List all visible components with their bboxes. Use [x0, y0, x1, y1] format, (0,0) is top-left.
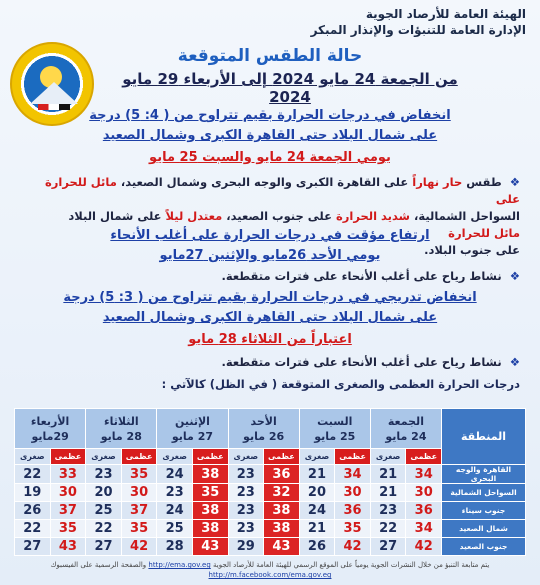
s2-headline: ارتفاع مؤقت في درجات الحرارة على أغلب الأنحاء — [110, 228, 430, 243]
max-temp: 35 — [192, 484, 228, 502]
s3-days: اعتباراً من الثلاثاء 28 مايو — [188, 332, 352, 347]
max-temp: 35 — [121, 465, 157, 484]
min-temp: 27 — [370, 538, 406, 556]
day-header — [299, 409, 370, 449]
day-name: الثلاثاء — [103, 414, 139, 428]
bullet-icon: ❖ — [509, 355, 520, 369]
min-temp: 22 — [86, 520, 122, 538]
region-name: جنوب سيناء — [442, 502, 526, 520]
min-temp: 26 — [299, 538, 335, 556]
min-temp: 23 — [370, 502, 406, 520]
min-temp: 22 — [15, 520, 51, 538]
org-line2: الإدارة العامة للتنبؤات والإنذار المبكر — [310, 23, 526, 37]
max-label: عظمى — [406, 449, 442, 465]
min-label: صغرى — [228, 449, 264, 465]
s2-bullet: ❖ نشاط رياح على أغلب الأنحاء على فترات متقطعة. — [221, 269, 520, 283]
day-date: 27 مايو — [171, 429, 214, 443]
max-temp: 42 — [406, 538, 442, 556]
day-header — [15, 409, 86, 449]
day-date: 26 مايو — [243, 429, 285, 443]
max-temp: 30 — [335, 484, 371, 502]
min-temp: 22 — [370, 520, 406, 538]
s3-bullet: ❖ نشاط رياح على أغلب الأنحاء على فترات متقطعة. — [221, 355, 520, 369]
s1-bullet: ❖ طقس حار نهاراً على القاهرة الكبرى والوجه البحرى وشمال الصعيد، مائل للحرارة على السواحل الشمالية، شديد الحرارة على جنوب الصعيد، معتدل ليلاً على شمال البلاد مائل للحرارة على جنوب البلاد. — [44, 175, 520, 257]
table-row — [15, 502, 526, 520]
org-header — [311, 6, 526, 38]
day-header — [370, 409, 441, 449]
region-name: القاهرة والوجه البحرى — [442, 465, 526, 484]
max-temp: 43 — [50, 538, 86, 556]
day-name: الجمعة — [387, 414, 424, 428]
s1-headline: انخفاض في درجات الحرارة بقيم تتراوح من ( 4: 5) درجة — [89, 108, 451, 123]
max-temp: 38 — [192, 520, 228, 538]
max-temp: 37 — [50, 502, 86, 520]
max-temp: 38 — [264, 502, 300, 520]
max-temp: 38 — [264, 520, 300, 538]
region-name: شمال الصعيد — [442, 520, 526, 538]
min-label: صغرى — [370, 449, 406, 465]
day-date: 25 مايو — [314, 429, 356, 443]
min-temp: 21 — [370, 465, 406, 484]
min-label: صغرى — [15, 449, 51, 465]
min-temp: 27 — [15, 538, 51, 556]
max-temp: 30 — [406, 484, 442, 502]
s3-headline: انخفاض تدريجي في درجات الحرارة بقيم تتراوح من ( 3: 5) درجة — [63, 290, 477, 305]
day-name: السبت — [317, 414, 353, 428]
min-temp: 20 — [86, 484, 122, 502]
max-temp: 33 — [50, 465, 86, 484]
max-temp: 34 — [406, 465, 442, 484]
max-temp: 43 — [264, 538, 300, 556]
day-name: الأربعاء — [30, 414, 70, 428]
max-temp: 36 — [335, 502, 371, 520]
day-date: 29مايو — [31, 429, 69, 443]
day-header — [86, 409, 157, 449]
min-label: صغرى — [86, 449, 122, 465]
day-date: 28 مايو — [100, 429, 142, 443]
max-temp: 42 — [335, 538, 371, 556]
max-temp: 37 — [121, 502, 157, 520]
max-label: عظمى — [121, 449, 157, 465]
s1-days: يومي الجمعة 24 مايو والسبت 25 مايو — [149, 150, 391, 165]
min-temp: 23 — [228, 502, 264, 520]
min-label: صغرى — [157, 449, 193, 465]
region-header: المنطقة — [442, 409, 526, 465]
table-row — [15, 520, 526, 538]
min-temp: 23 — [86, 465, 122, 484]
max-temp: 35 — [335, 520, 371, 538]
website-link[interactable]: http://ema.gov.eg — [148, 561, 211, 569]
min-temp: 23 — [157, 484, 193, 502]
min-label: صغرى — [299, 449, 335, 465]
bullet-icon: ❖ — [509, 175, 520, 189]
max-temp: 38 — [192, 465, 228, 484]
max-label: عظمى — [335, 449, 371, 465]
max-label: عظمى — [192, 449, 228, 465]
max-label: عظمى — [264, 449, 300, 465]
max-temp: 32 — [264, 484, 300, 502]
max-temp: 34 — [335, 465, 371, 484]
s3-headline-2: على شمال البلاد حتى القاهرة الكبرى وشمال الصعيد — [102, 310, 438, 325]
max-temp: 30 — [50, 484, 86, 502]
max-label: عظمى — [50, 449, 86, 465]
max-temp: 42 — [121, 538, 157, 556]
min-temp: 26 — [15, 502, 51, 520]
max-temp: 36 — [264, 465, 300, 484]
table-intro: درجات الحرارة العظمى والصغرى المتوقعة ( في الظل) كالآتي : — [161, 377, 520, 391]
day-header — [157, 409, 228, 449]
min-temp: 20 — [299, 484, 335, 502]
min-temp: 27 — [86, 538, 122, 556]
region-name: السواحل الشمالية — [442, 484, 526, 502]
max-temp: 34 — [406, 520, 442, 538]
min-temp: 24 — [157, 502, 193, 520]
min-temp: 24 — [157, 465, 193, 484]
min-temp: 21 — [299, 520, 335, 538]
org-line1: الهيئة العامة للأرصاد الجوية — [365, 7, 526, 21]
max-temp: 36 — [406, 502, 442, 520]
min-temp: 28 — [157, 538, 193, 556]
min-temp: 23 — [228, 484, 264, 502]
facebook-link[interactable]: http://m.facebook.com/ema.gov.eg — [208, 571, 332, 579]
max-temp: 35 — [121, 520, 157, 538]
min-temp: 25 — [86, 502, 122, 520]
temperature-table — [14, 408, 526, 556]
s2-days: يومي الأحد 26مايو والإثنين 27مايو — [159, 248, 381, 263]
min-temp: 23 — [228, 465, 264, 484]
min-temp: 29 — [228, 538, 264, 556]
date-range: من الجمعة 24 مايو 2024 إلى الأربعاء 29 مايو 2024 — [122, 70, 458, 106]
min-temp: 23 — [228, 520, 264, 538]
day-header — [228, 409, 299, 449]
max-temp: 38 — [192, 502, 228, 520]
min-temp: 22 — [15, 465, 51, 484]
s1-headline-2: على شمال البلاد حتى القاهرة الكبرى وشمال الصعيد — [102, 128, 438, 143]
min-temp: 25 — [157, 520, 193, 538]
min-temp: 24 — [299, 502, 335, 520]
table-row — [15, 465, 526, 484]
footer: يتم متابعة التنبؤ من خلال النشرات الجوية يومياً على الموقع الرسمي للهيئة العامة للأرصاد الجوية http://ema.gov.eg والصفحة الرسمية على الفيسبوك http://m.facebook.com/ema.gov.eg — [50, 561, 490, 579]
day-date: 24 مايو — [385, 429, 427, 443]
region-name: جنوب الصعيد — [442, 538, 526, 556]
max-temp: 35 — [50, 520, 86, 538]
max-temp: 30 — [121, 484, 157, 502]
table-row — [15, 538, 526, 556]
max-temp: 43 — [192, 538, 228, 556]
min-temp: 21 — [370, 484, 406, 502]
day-name: الإثنين — [174, 414, 210, 428]
bullet-icon: ❖ — [509, 269, 520, 283]
table-row — [15, 484, 526, 502]
min-temp: 19 — [15, 484, 51, 502]
min-temp: 21 — [299, 465, 335, 484]
page-title: حالة الطقس المتوقعة — [177, 46, 363, 66]
day-name: الأحد — [250, 414, 277, 428]
